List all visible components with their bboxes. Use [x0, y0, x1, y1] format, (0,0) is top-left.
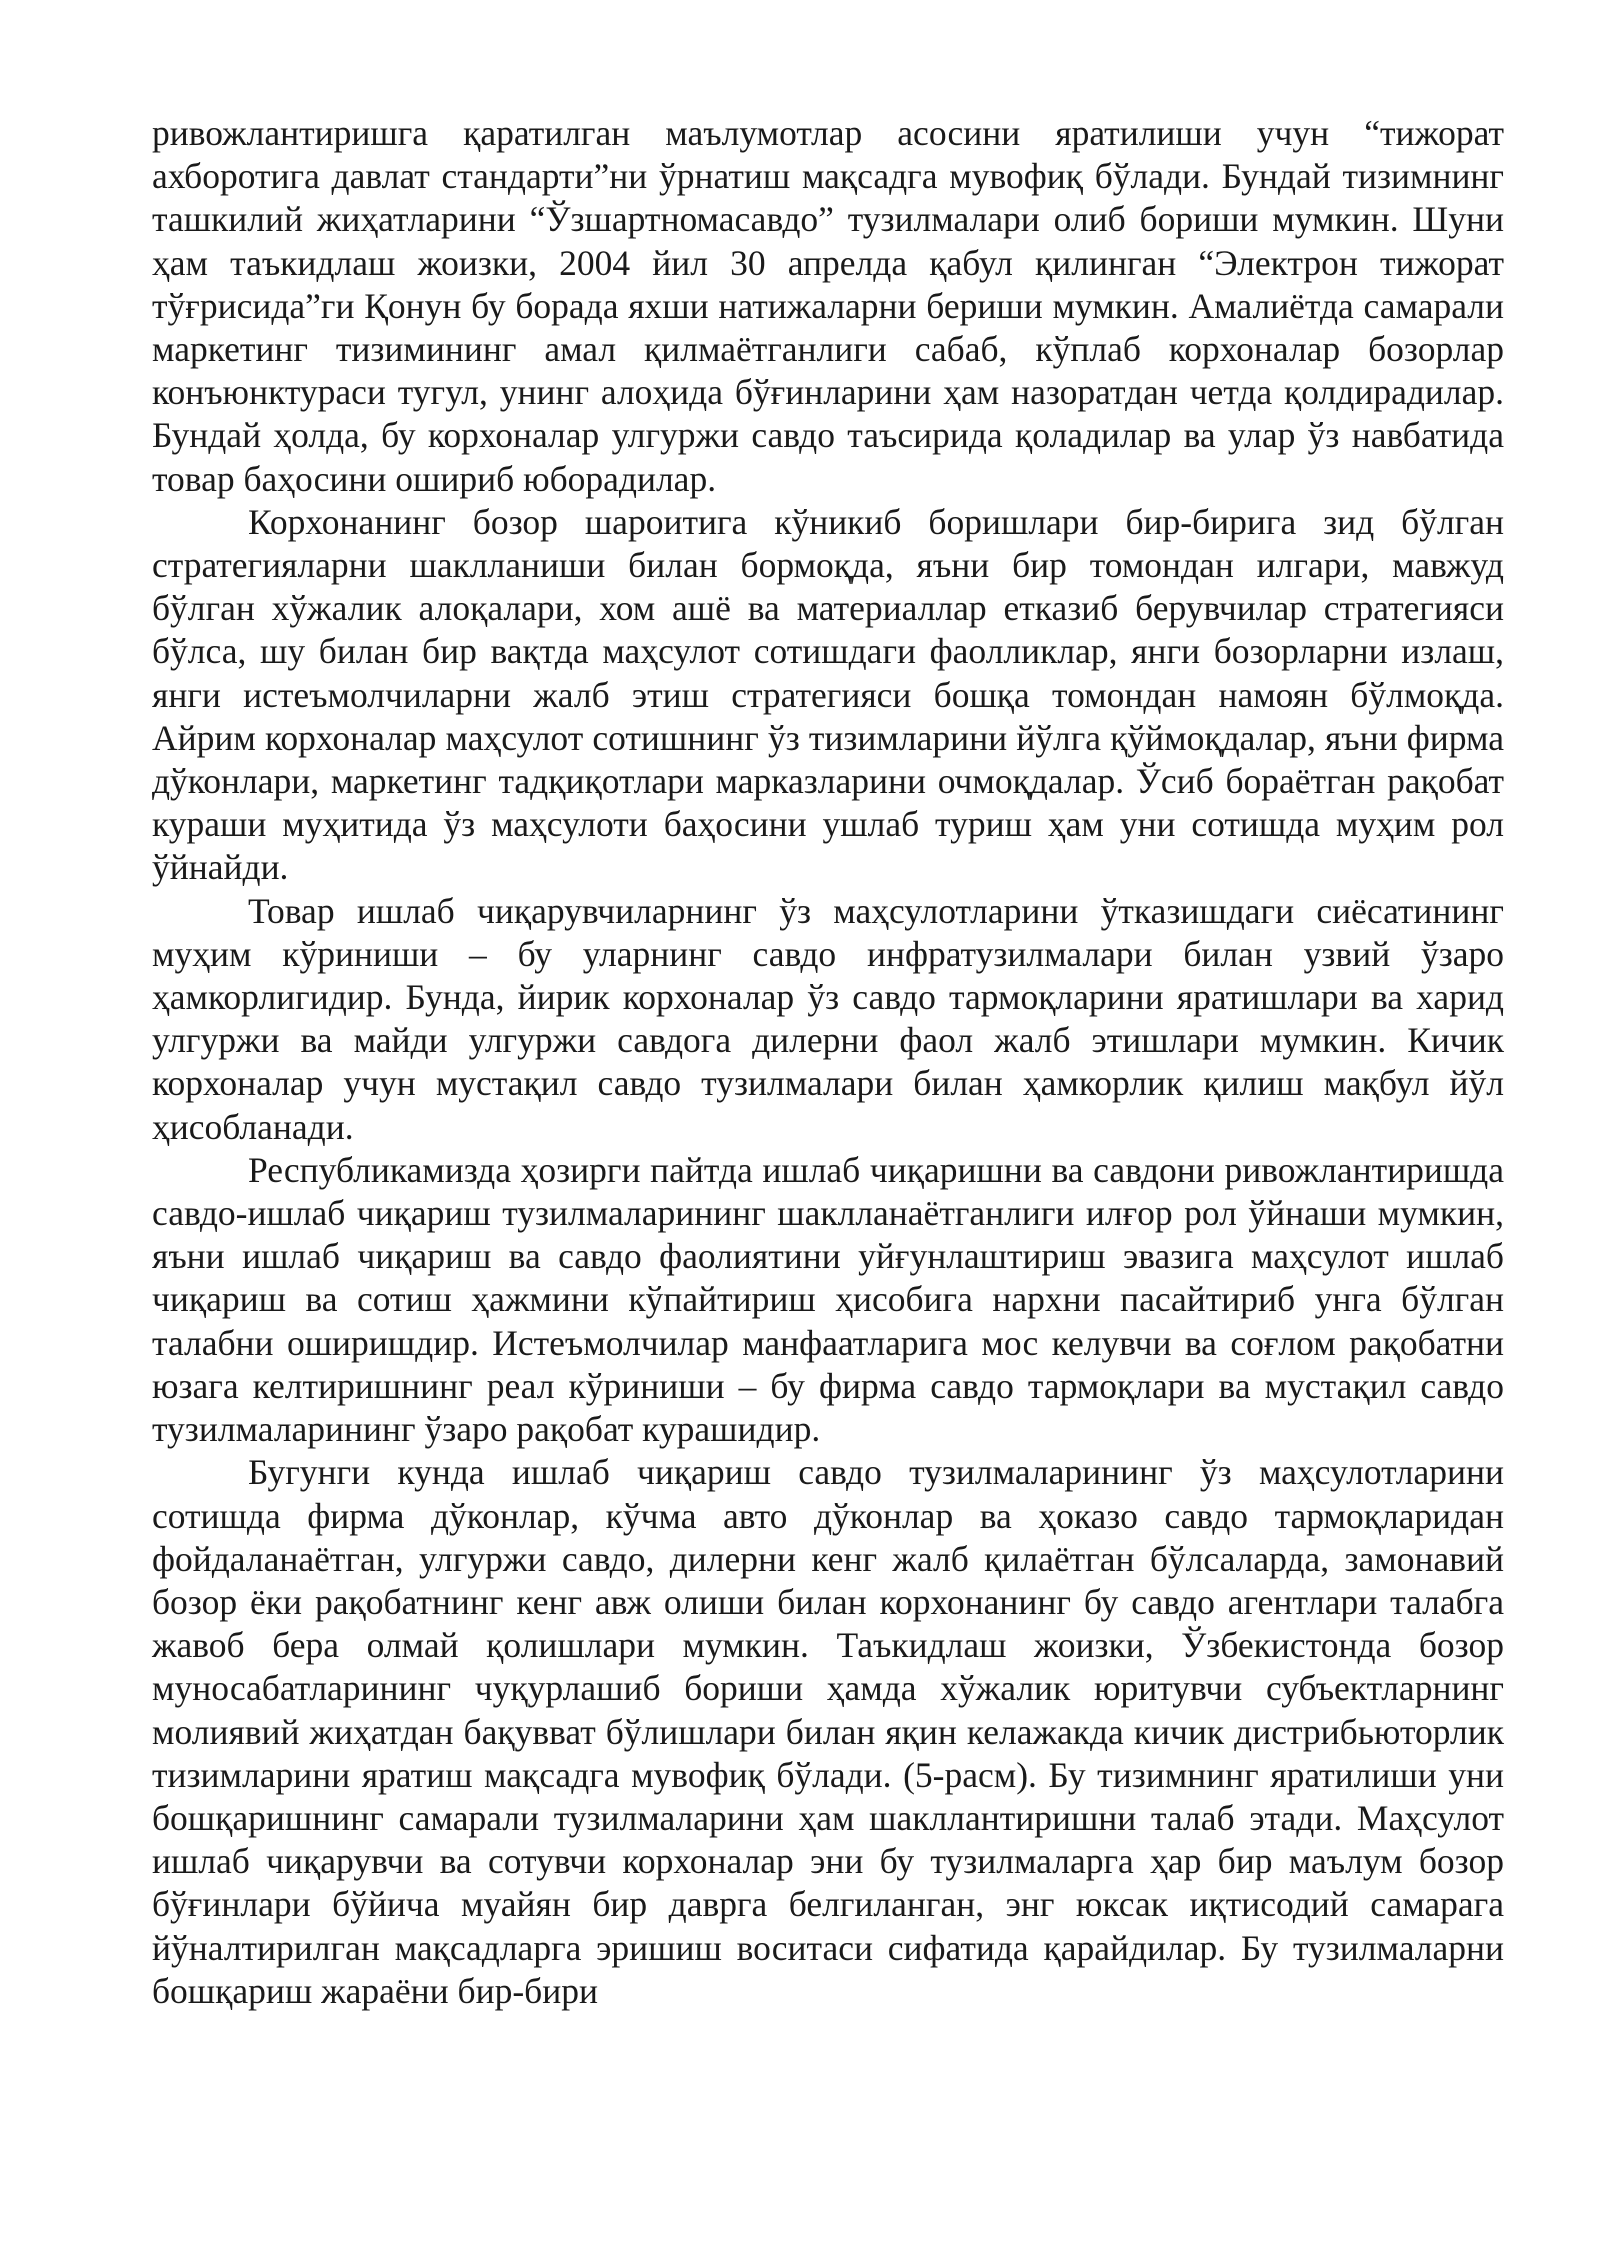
paragraph-3: Товар ишлаб чиқарувчиларнинг ўз маҳсулотларини ўтказишдаги сиёсатининг муҳим кўриниши – бу уларнинг савдо инфратузилмалари билан узвий ўзаро ҳамкорлигидир. Бунда, йирик корхоналар ўз савдо тармоқларини яратишлари ва харид улгуржи ва майди улгуржи савдога дилерни фаол жалб этишлари мумкин. Кичик корхоналар учун мустақил савдо тузилмалари билан ҳамкорлик қилиш мақбул йўл ҳисобланади. [152, 890, 1504, 1147]
paragraph-2: Корхонанинг бозор шароитига кўникиб боришлари бир-бирига зид бўлган стратегияларни шаклланиши билан бормоқда, яъни бир томондан илгари, мавжуд бўлган хўжалик алоқалари, хом ашё ва материаллар етказиб берувчилар стратегияси бўлса, шу билан бир вақтда маҳсулот сотишдаги фаолликлар, янги бозорларни излаш, янги истеъмолчиларни жалб этиш стратегияси бошқа томондан намоян бўлмоқда. Айрим корхоналар маҳсулот сотишнинг ўз тизимларини йўлга қўймоқдалар, яъни фирма дўконлари, маркетинг тадқиқотлари марказларини очмоқдалар. Ўсиб бораётган рақобат кураши муҳитида ўз маҳсулоти баҳосини ушлаб туриш ҳам уни сотишда муҳим рол ўйнайди. [152, 501, 1504, 888]
paragraph-1: ривожлантиришга қаратилган маълумотлар асосини яратилиши учун “тижорат ахборотига давлат стандарти”ни ўрнатиш мақсадга мувофиқ бўлади. Бундай тизимнинг ташкилий жиҳатларини “Ўзшартномасавдо” тузилмалари олиб бориши мумкин. Шуни ҳам таъкидлаш жоизки, 2004 йил 30 апрелда қабул қилинган “Электрон тижорат тўғрисида”ги Қонун бу борада яхши натижаларни бериши мумкин. Амалиётда самарали маркетинг тизимининг амал қилмаётганлиги сабаб, кўплаб корхоналар бозорлар конъюнктураси тугул, унинг алоҳида бўғинларини ҳам назоратдан четда қолдирадилар. Бундай ҳолда, бу корхоналар улгуржи савдо таъсирида қоладилар ва улар ўз навбатида товар баҳосини ошириб юборадилар. [152, 113, 1504, 499]
paragraph-4: Республикамизда ҳозирги пайтда ишлаб чиқаришни ва савдони ривожлантиришда савдо-ишлаб чиқариш тузилмаларининг шаклланаётганлиги илғор рол ўйнаши мумкин, яъни ишлаб чиқариш ва савдо фаолиятини уйғунлаштириш эвазига маҳсулот ишлаб чиқариш ва сотиш ҳажмини кўпайтириш ҳисобига нархни пасайтириб унга бўлган талабни оширишдир. Истеъмолчилар манфаатларига мос келувчи ва соғлом рақобатни юзага келтиришнинг реал кўриниши – бу фирма савдо тармоқлари ва мустақил савдо тузилмаларининг ўзаро рақобат курашидир. [152, 1149, 1504, 1450]
document-page [152, 112, 1504, 2013]
paragraph-5: Бугунги кунда ишлаб чиқариш савдо тузилмаларининг ўз маҳсулотларини сотишда фирма дўконлар, кўчма авто дўконлар ва ҳоказо савдо тармоқларидан фойдаланаётган, улгуржи савдо, дилерни кенг жалб қилаётган бўлсаларда, замонавий бозор ёки рақобатнинг кенг авж олиши билан корхонанинг бу савдо агентлари талабга жавоб бера олмай қолишлари мумкин. Таъкидлаш жоизки, Ўзбекистонда бозор муносабатларининг чуқурлашиб бориши ҳамда хўжалик юритувчи субъектларнинг молиявий жиҳатдан бақувват бўлишлари билан яқин келажакда кичик дистрибьюторлик тизимларини яратиш мақсадга мувофиқ бўлади. (5-расм). Бу тизимнинг яратилиши уни бошқаришнинг самарали тузилмаларини ҳам шакллантиришни талаб этади. Маҳсулот ишлаб чиқарувчи ва сотувчи корхоналар эни бу тузилмаларга ҳар бир маълум бозор бўғинлари бўйича муайян бир даврга белгиланган, энг юксак иқтисодий самарага йўналтирилган мақсадларга эришиш воситаси сифатида қарайдилар. Бу тузилмаларни бошқариш жараёни бир-бири [152, 1452, 1504, 2011]
